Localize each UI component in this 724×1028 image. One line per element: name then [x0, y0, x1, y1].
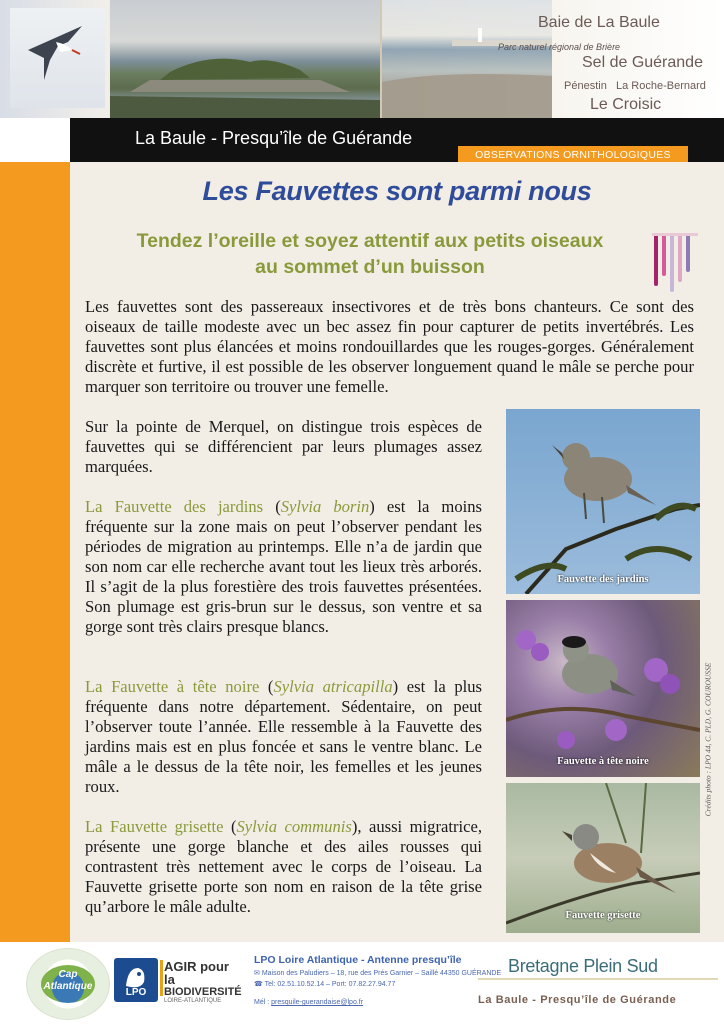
place-baie-la-baule: Baie de La Baule [538, 14, 660, 31]
contact-org: LPO Loire Atlantique - Antenne presqu’île [254, 954, 462, 966]
contact-mail [254, 999, 501, 1006]
brand-subtitle: La Baule - Presqu’île de Guérande [478, 994, 677, 1006]
header-banner [0, 0, 724, 118]
lpo-logo [114, 958, 158, 1002]
observations-badge: OBSERVATIONS ORNITHOLOGIQUES [458, 146, 688, 164]
species-tete-noire-paragraph: La Fauvette à tête noire (Sylvia atricapilla) est la plus fréquente dans notre département. Sédentaire, on peut l’observer toute l’année. Elle ressemble à la Fauvette des jardins mais est en plus foncée et sans le ventre blanc. Le mâle a le dessus de la tête noir, les femelles et les jeunes roux. [85, 677, 482, 796]
lpo-logo-text: LPO [125, 987, 147, 998]
species-tete-noire-latin: Sylvia atricapilla [273, 677, 393, 696]
agir-line-3: LOIRE-ATLANTIQUE [164, 998, 222, 1004]
place-sel-guerande: Sel de Guérande [582, 54, 703, 71]
phone-icon: ☎ [254, 981, 263, 988]
contact-phone [254, 980, 501, 988]
place-roche-bernard: La Roche-Bernard [616, 80, 706, 92]
bretagne-plein-sud-logo [478, 956, 708, 1006]
contact-phone-text: Tel: 02.51.10.52.14 – Port: 07.82.27.94.77 [264, 981, 396, 988]
subtitle-line-1: Tendez l’oreille et soyez attentif aux petits oiseaux [136, 230, 604, 252]
agir-line-1: AGIR pour la [164, 959, 229, 987]
deco-bar [654, 236, 658, 286]
contact-mail-link[interactable]: presquile-guerandaise@lpo.fr [271, 999, 364, 1006]
caption-fauvette-jardins: Fauvette des jardins [557, 574, 649, 585]
contact-mail-label: Mél : [254, 999, 270, 1006]
contact-block [254, 954, 501, 1006]
place-briere: Parc naturel régional de Brière [498, 42, 621, 52]
region-title: La Baule - Presqu’île de Guérande [135, 128, 413, 148]
deco-bar [678, 236, 682, 282]
place-le-croisic: Le Croisic [590, 96, 662, 113]
article-subtitle [100, 228, 640, 280]
species-tete-noire-name: La Fauvette à tête noire [85, 677, 260, 696]
photo-fauvette-jardins [506, 409, 700, 594]
contact-address [254, 969, 501, 977]
tern-photo [10, 8, 105, 108]
contact-address-text: Maison des Paludiers – 18, rue des Prés Garnier – Saillé 44350 GUÉRANDE [261, 970, 502, 977]
intro-paragraph: Les fauvettes sont des passereaux insectivores et de très bons chanteurs. Ce sont des oiseaux de taille modeste avec un bec assez fin pour capturer de petits invertébrés. Les fauvettes sont plus élancées et moins rondouillardes que les rouges-gorges. Généralement discrète et furtive, il est possible de les observer longuement quand le mâle se perche pour marquer son territoire ou trouver une femelle. [85, 297, 694, 396]
caption-fauvette-tete-noire: Fauvette à tête noire [557, 756, 649, 767]
subtitle-line-2: au sommet d’un buisson [255, 256, 485, 278]
place-penestin: Pénestin [564, 80, 607, 92]
species-grisette-paragraph: La Fauvette grisette (Sylvia communis), aussi migratrice, présente une gorge blanche et des ailes rousses qui contrastent très nettement avec le corps de l’oiseau. La Fauvette grisette porte son nom en raison de la tête grise qu’arbore le mâle adulte. [85, 817, 482, 916]
photo-credits [703, 660, 715, 820]
brand-title: Bretagne Plein Sud [508, 956, 658, 976]
island-photo [110, 0, 380, 118]
agir-line-2: BIODIVERSITÉ [164, 986, 242, 998]
caption-fauvette-grisette: Fauvette grisette [565, 910, 641, 921]
photo-fauvette-tete-noire [506, 600, 700, 777]
species-jardins-latin: Sylvia borin [280, 497, 370, 516]
species-grisette-latin: Sylvia communis [236, 817, 352, 836]
decorative-color-bars [650, 236, 700, 292]
agir-logo-mark [160, 960, 163, 996]
left-orange-strip [0, 162, 70, 942]
brand-divider [478, 978, 718, 980]
deco-bar [670, 236, 674, 292]
deco-bar [686, 236, 690, 272]
species-jardins-text: est la moins fréquente sur la zone mais on peut l’observer pendant les périodes de migration au printemps. Elle n’a de jardin que son nom car elle recherche avant tout les lieux très arborés. Il s’agit de la plus forestière des trois fauvettes présentées. Son plumage est gris-brun sur le dessus, son ventre et sa gorge sont très clairs presque blancs. [85, 497, 482, 636]
address-icon: ✉ [254, 970, 260, 977]
species-jardins-name: La Fauvette des jardins [85, 497, 264, 516]
cap-atlantique-logo-text: Cap Atlantique [41, 965, 95, 1003]
article-headline: Les Fauvettes sont parmi nous [202, 176, 592, 206]
deco-bar [662, 236, 666, 276]
species-jardins-paragraph: La Fauvette des jardins (Sylvia borin) est la moins fréquente sur la zone mais on peut l’observer pendant les périodes de migration au printemps. Elle n’a de jardin que son nom car elle recherche avant tout les lieux très arborés. Il s’agit de la plus forestière des trois fauvettes présentées. Son plumage est gris-brun sur le dessus, son ventre et sa gorge sont très clairs presque blancs. [85, 497, 482, 636]
species-grisette-name: La Fauvette grisette [85, 817, 224, 836]
species-tete-noire-text: est la plus fréquente dans notre département. Sédentaire, on peut l’observer toute l’année. Elle ressemble à la Fauvette des jardins mais est en plus foncée et sans le ventre blanc. Le mâle a le dessus de la tête noir, les femelles et les jeunes roux. [85, 677, 482, 796]
merquel-paragraph: Sur la pointe de Merquel, on distingue trois espèces de fauvettes qui se différencient par leurs plumages assez marquées. [85, 417, 482, 476]
species-grisette-text: aussi migratrice, présente une gorge blanche et des ailes rousses qui contrastent très nettement avec le corps de l’oiseau. La Fauvette grisette porte son nom en raison de la tête grise qu’arbore le mâle adulte. [85, 817, 482, 916]
cap-atlantique-logo [26, 948, 110, 1020]
agir-biodiversite-logo [164, 960, 240, 1004]
photo-credits-text: Crédits photo : LPO 44, C. PLD, G. COUROUSSE [703, 662, 713, 817]
harbor-photo [382, 0, 552, 118]
photo-fauvette-grisette [506, 783, 700, 933]
